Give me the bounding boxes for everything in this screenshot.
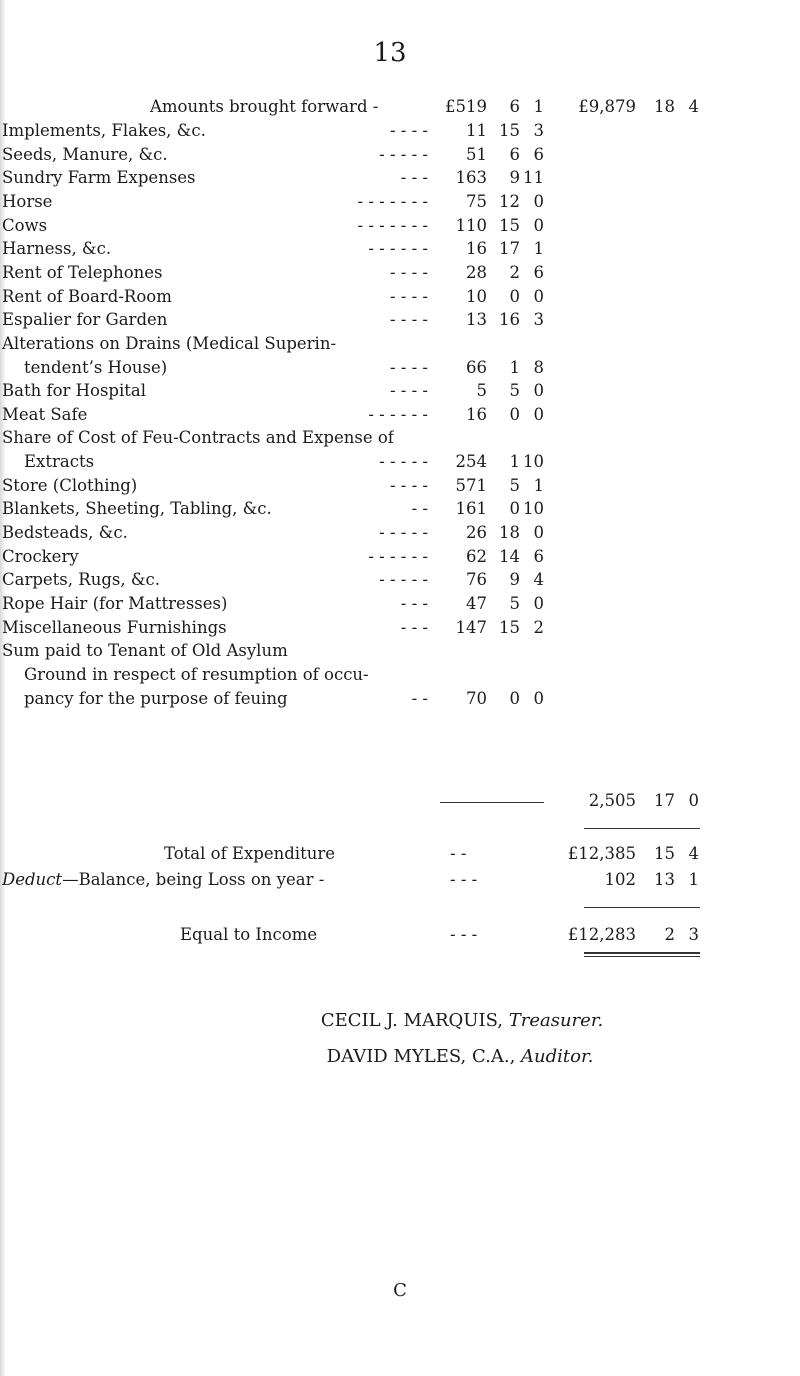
- ledger-row: [0, 473, 800, 499]
- item-shillings: 5: [509, 381, 520, 401]
- item-label: Crockery: [2, 546, 79, 566]
- subtotal-shillings: 17: [654, 791, 675, 810]
- item-dashes: - - - -: [389, 310, 428, 330]
- ledger-row: [0, 662, 800, 688]
- signature-mark: C: [393, 1280, 407, 1301]
- ledger-row: [0, 520, 800, 546]
- total-expenditure-row: [0, 841, 800, 867]
- deduct-shillings: 13: [654, 870, 675, 889]
- equal-income-pence: 3: [688, 925, 699, 944]
- ledger-row: [0, 402, 800, 428]
- item-label: Alterations on Drains (Medical Superin-: [2, 333, 337, 353]
- item-dashes: - - - -: [389, 357, 428, 377]
- ledger-row: [0, 355, 800, 381]
- item-dashes: - - - -: [389, 475, 428, 495]
- ledger-row: [0, 213, 800, 239]
- equal-income-row: [0, 922, 800, 948]
- item-pounds: 16: [466, 404, 487, 424]
- item-label: Horse: [2, 191, 53, 211]
- brought-forward-row: [0, 94, 800, 120]
- item-dashes: - - - - -: [379, 523, 428, 543]
- item-dashes: - - - - - - -: [357, 191, 428, 211]
- total-expenditure-pence: 4: [688, 844, 699, 863]
- item-pence: 0: [533, 215, 544, 235]
- item-label: Seeds, Manure, &c.: [2, 144, 168, 164]
- item-shillings: 18: [499, 523, 520, 543]
- item-dashes: - - - -: [389, 121, 428, 140]
- total-expenditure-shillings: 15: [654, 844, 675, 863]
- item-pounds: 26: [466, 523, 487, 543]
- item-pounds: 110: [455, 215, 487, 235]
- item-dashes: - - -: [400, 168, 428, 188]
- item-pounds: 5: [476, 381, 487, 401]
- brought-forward-shillings: 6: [509, 97, 520, 117]
- item-shillings: 17: [499, 239, 520, 259]
- item-label: Cows: [2, 215, 48, 235]
- item-dashes: - - - -: [389, 262, 428, 282]
- item-pence: 0: [533, 404, 544, 424]
- item-pence: 3: [533, 121, 544, 140]
- equal-income-label: Equal to Income: [180, 925, 318, 944]
- item-label: Rope Hair (for Mattresses): [2, 594, 228, 613]
- deduct-label: [2, 867, 324, 893]
- total-expenditure-label: Total of Expenditure: [164, 844, 335, 863]
- ledger-row: [0, 544, 800, 570]
- item-pence: 0: [533, 381, 544, 401]
- item-dashes: - - - - -: [379, 570, 428, 590]
- item-pounds: 254: [455, 452, 487, 472]
- ledger-row: [0, 425, 800, 451]
- item-pounds: 76: [466, 570, 487, 590]
- treasurer-title: Treasurer.: [508, 1010, 604, 1031]
- deduct-pounds: 102: [604, 870, 636, 889]
- item-dashes: - - - - - -: [368, 404, 428, 424]
- ledger-row: [0, 378, 800, 404]
- item-pence: 0: [533, 286, 544, 306]
- item-pence: 0: [533, 523, 544, 543]
- item-dashes: - - - - - - -: [357, 215, 428, 235]
- deduct-text: —Balance, being Loss on year -: [62, 870, 325, 889]
- ledger-row: [0, 567, 800, 593]
- item-pounds: 163: [455, 168, 487, 188]
- item-shillings: 0: [509, 404, 520, 424]
- item-label: Extracts: [24, 452, 95, 472]
- item-dashes: - - - - - -: [368, 239, 428, 259]
- item-dashes: - -: [411, 688, 428, 708]
- ledger-row: [0, 615, 800, 641]
- item-pence: 4: [533, 570, 544, 590]
- item-label: tendent’s House): [24, 357, 168, 377]
- item-pounds: 66: [466, 357, 487, 377]
- item-pounds: 16: [466, 239, 487, 259]
- brought-forward-total-pounds: £9,879: [578, 97, 636, 117]
- auditor-title: Auditor.: [521, 1046, 594, 1067]
- item-label: Sum paid to Tenant of Old Asylum: [2, 641, 288, 661]
- ledger-row: [0, 260, 800, 286]
- item-pence: 0: [533, 688, 544, 708]
- item-pence: 0: [533, 594, 544, 613]
- item-shillings: 15: [499, 215, 520, 235]
- ledger-row: [0, 142, 800, 168]
- ledger-row: [0, 236, 800, 262]
- item-pence: 8: [533, 357, 544, 377]
- item-shillings: 9: [509, 168, 520, 188]
- item-shillings: 15: [499, 617, 520, 637]
- equal-income-dashes: - - -: [450, 925, 478, 944]
- item-pence: 6: [533, 262, 544, 282]
- brought-forward-pounds: £519: [445, 97, 487, 117]
- item-shillings: 1: [509, 357, 520, 377]
- item-pounds: 28: [466, 262, 487, 282]
- deduct-dashes: - - -: [450, 870, 478, 889]
- item-pence: 2: [533, 617, 544, 637]
- item-label: Store (Clothing): [2, 475, 138, 495]
- item-pence: 10: [523, 452, 544, 472]
- item-shillings: 2: [509, 262, 520, 282]
- item-pounds: 47: [466, 594, 487, 613]
- item-pence: 1: [533, 475, 544, 495]
- item-pounds: 571: [455, 475, 487, 495]
- item-label: Harness, &c.: [2, 239, 112, 259]
- ledger-row: [0, 591, 800, 617]
- item-label: Carpets, Rugs, &c.: [2, 570, 161, 590]
- brought-forward-pence: 1: [533, 97, 544, 117]
- ledger-row: [0, 165, 800, 191]
- item-label: Ground in respect of resumption of occu-: [24, 664, 369, 684]
- brought-forward-label: Amounts brought forward -: [150, 97, 379, 117]
- ledger-row: [0, 307, 800, 333]
- item-label: Rent of Board-Room: [2, 286, 172, 306]
- item-label: Meat Safe: [2, 404, 88, 424]
- item-shillings: 15: [499, 121, 520, 140]
- item-shillings: 0: [509, 499, 520, 519]
- item-shillings: 12: [499, 191, 520, 211]
- subtotal-pence: 0: [688, 791, 699, 810]
- ledger-row: [0, 189, 800, 215]
- deduct-prefix: Deduct: [2, 870, 63, 889]
- item-pounds: 70: [466, 688, 487, 708]
- item-pence: 0: [533, 191, 544, 211]
- item-dashes: - - - - -: [379, 452, 428, 472]
- brought-forward-total-shillings: 18: [654, 97, 675, 117]
- item-pence: 1: [533, 239, 544, 259]
- subtotal-pounds: 2,505: [588, 791, 636, 810]
- total-expenditure-pounds: £12,385: [567, 844, 636, 863]
- item-dashes: - - -: [400, 594, 428, 613]
- ledger-row: [0, 686, 800, 712]
- ledger-row: [0, 496, 800, 522]
- auditor-name: DAVID MYLES, C.A.,: [326, 1046, 516, 1067]
- subtotal-row: [0, 788, 800, 814]
- item-shillings: 6: [509, 144, 520, 164]
- equal-income-shillings: 2: [664, 925, 675, 944]
- item-label: Rent of Telephones: [2, 262, 163, 282]
- item-pounds: 62: [466, 546, 487, 566]
- item-pounds: 75: [466, 191, 487, 211]
- total-rule: [584, 828, 700, 829]
- item-label: Bedsteads, &c.: [2, 523, 128, 543]
- item-shillings: 0: [509, 688, 520, 708]
- ledger-row: [0, 118, 800, 144]
- page-number: 13: [373, 38, 407, 68]
- item-pence: 6: [533, 546, 544, 566]
- item-dashes: - - - -: [389, 286, 428, 306]
- ledger-row: [0, 331, 800, 357]
- item-shillings: 14: [499, 546, 520, 566]
- item-pounds: 13: [466, 310, 487, 330]
- item-dashes: - - - - - -: [368, 546, 428, 566]
- deduct-pence: 1: [688, 870, 699, 889]
- treasurer-name: CECIL J. MARQUIS,: [320, 1010, 503, 1031]
- auditor-signature: [0, 1046, 800, 1067]
- item-label: Share of Cost of Feu-Contracts and Expense of: [2, 428, 394, 448]
- item-shillings: 5: [509, 594, 520, 613]
- item-pence: 3: [533, 310, 544, 330]
- ledger-row: [0, 284, 800, 310]
- item-label: Bath for Hospital: [2, 381, 147, 401]
- ledger-row: [0, 638, 800, 664]
- item-label: Espalier for Garden: [2, 310, 168, 330]
- item-shillings: 1: [509, 452, 520, 472]
- item-shillings: 0: [509, 286, 520, 306]
- item-label: pancy for the purpose of feuing: [24, 688, 288, 708]
- item-pounds: 51: [466, 144, 487, 164]
- item-pounds: 11: [466, 121, 487, 140]
- item-dashes: - - - -: [389, 381, 428, 401]
- item-shillings: 5: [509, 475, 520, 495]
- double-rule-bottom: [584, 956, 700, 957]
- item-label: Blankets, Sheeting, Tabling, &c.: [2, 499, 272, 519]
- brought-forward-total-pence: 4: [688, 97, 699, 117]
- item-label: Miscellaneous Furnishings: [2, 617, 227, 637]
- item-pence: 10: [523, 499, 544, 519]
- item-pounds: 147: [455, 617, 487, 637]
- item-pence: 6: [533, 144, 544, 164]
- equal-income-pounds: £12,283: [567, 925, 636, 944]
- ledger-row: [0, 449, 800, 475]
- income-rule: [584, 907, 700, 908]
- item-dashes: - - -: [400, 617, 428, 637]
- item-label: Implements, Flakes, &c.: [2, 121, 206, 140]
- item-label: Sundry Farm Expenses: [2, 168, 196, 188]
- item-shillings: 16: [499, 310, 520, 330]
- double-rule-top: [584, 952, 700, 954]
- item-pounds: 161: [455, 499, 487, 519]
- item-dashes: - - - - -: [379, 144, 428, 164]
- treasurer-signature: [0, 1010, 800, 1031]
- item-shillings: 9: [509, 570, 520, 590]
- item-pounds: 10: [466, 286, 487, 306]
- total-expenditure-dashes: - -: [450, 844, 467, 863]
- deduct-row: [0, 867, 800, 893]
- item-dashes: - -: [411, 499, 428, 519]
- item-pence: 11: [523, 168, 544, 188]
